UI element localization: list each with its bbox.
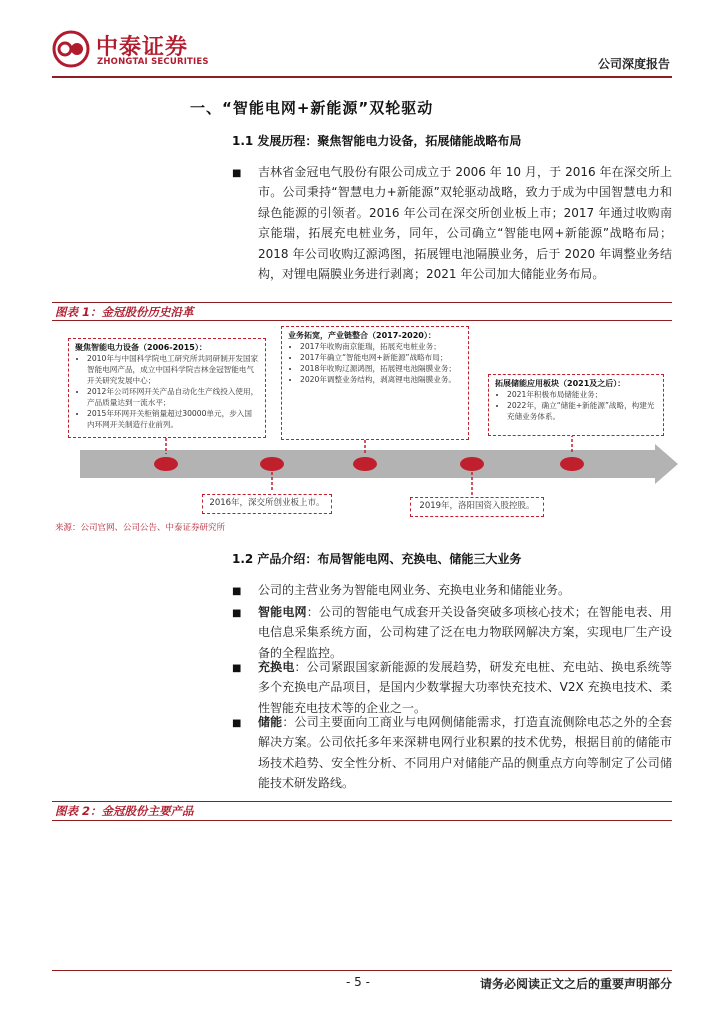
subsection-title-2: 1.2 产品介绍：布局智能电网、充换电、储能三大业务 [232, 552, 522, 566]
bullet-icon: ■ [232, 608, 242, 619]
timeline-box-2006-2015 [68, 338, 266, 438]
figure-2-rule-top [52, 801, 672, 802]
timeline-item: • 2021年积极布局储能业务； [507, 389, 657, 400]
page-number: - 5 - [346, 975, 370, 989]
timeline-box-heading: 拓展储能应用板块（2021及之后）： [495, 379, 626, 388]
figure-2-rule-bottom [52, 820, 672, 821]
item-lead: 智能电网 [258, 605, 307, 619]
timeline-box-heading: 聚焦智能电力设备（2006-2015）： [75, 343, 207, 352]
timeline-item: • 2017年收购南京能瑞，拓展充电桩业务； [300, 341, 462, 352]
item-text: ：公司紧跟国家新能源的发展趋势，研发充电桩、充电站、换电系统等多个充换电产品项目，是国内少数掌握大功率快充技术、V2X 充换电技术、柔性智能充电技术等的企业之一。 [258, 660, 672, 715]
report-type: 公司深度报告 [597, 57, 670, 71]
bullet-icon: ■ [232, 168, 242, 179]
timeline-item: • 2017年确立“智能电网+新能源”战略布局； [300, 352, 462, 363]
logo-subtext: ZHONGTAI SECURITIES [97, 57, 209, 67]
paragraph-storage [258, 712, 672, 794]
timeline-item: • 2022年，确立“储能+新能源”战略，构建光充储业务体系。 [507, 400, 657, 422]
logo-icon [52, 30, 90, 68]
timeline-box-2017-2020 [281, 326, 469, 440]
item-text: ：公司主要面向工商业与电网侧储能需求，打造直流侧除电芯之外的全套解决方案。公司依托多年来深耕电网行业积累的技术优势，根据目前的储能市场技术趋势、安全性分析、不同用户对储能产品的侧重点方向等制定了公司储能技术研发路线。 [258, 715, 672, 791]
timeline-box-2021 [488, 374, 664, 436]
timeline-item: • 2012年公司环网开关产品自动化生产线投入使用，产品质量达到一流水平； [87, 386, 259, 408]
section-title: 一、“智能电网+新能源”双轮驱动 [190, 99, 434, 117]
timeline-item: • 2015年环网开关柜销量超过30000单元，步入国内环网开关制造行业前列。 [87, 408, 259, 430]
paragraph-history: 吉林省金冠电气股份有限公司成立于 2006 年 10 月，于 2016 年在深交所上市。公司秉持“智慧电力+新能源”双轮驱动战略，致力于成为中国智慧电力和绿色能源的引领者。2016 年公司在深交所创业板上市；2017 年通过收购南京能瑞，拓展充电桩业务，同年，公司确立“智能电网+新能源”战略布局；2018 年公司收购辽源鸿图，拓展锂电池隔膜业务，后于 2020 年调整业务结构，对锂电隔膜业务进行剥离；2021 年公司加大储能业务布局。 [258, 165, 672, 282]
logo-text: 中泰证券 [96, 35, 189, 60]
timeline-item: • 2018年收购辽源鸿图，拓展锂电池隔膜业务； [300, 363, 462, 374]
milestone-2019: 2019年，洛阳国资入股控股。 [410, 497, 544, 517]
bullet-icon: ■ [232, 663, 242, 674]
timeline-item: • 2010年与中国科学院电工研究所共同研制开发国家智能电网产品，成立中国科学院吉林金冠智能电气开关研究发展中心； [87, 353, 259, 386]
paragraph-smart-grid [258, 602, 672, 663]
footer-disclaimer: 请务必阅读正文之后的重要声明部分 [479, 977, 672, 991]
milestone-2016: 2016年，深交所创业板上市。 [202, 494, 332, 514]
paragraph-charging [258, 657, 672, 718]
bullet-icon: ■ [232, 586, 242, 597]
item-lead: 储能 [258, 715, 283, 729]
footer-divider [52, 970, 672, 971]
paragraph-intro: 公司的主营业务为智能电网业务、充换电业务和储能业务。 [258, 583, 571, 597]
timeline-item: • 2020年调整业务结构，剥离锂电池隔膜业务。 [300, 374, 462, 385]
figure-1-rule-bottom [52, 320, 672, 321]
figure-1-title: 图表 1：金冠股份历史沿革 [55, 305, 194, 319]
item-text: ：公司的智能电气成套开关设备突破多项核心技术；在智能电表、用电信息采集系统方面，公司构建了泛在电力物联网解决方案，实现电厂生产设备的全程监控。 [258, 605, 672, 660]
item-lead: 充换电 [258, 660, 295, 674]
figure-2-title: 图表 2：金冠股份主要产品 [55, 804, 194, 818]
figure-1-rule-top [52, 302, 672, 303]
bullet-icon: ■ [232, 718, 242, 729]
figure-1-source: 来源：公司官网、公司公告、中泰证券研究所 [55, 523, 226, 533]
header-divider [52, 76, 672, 78]
timeline-box-heading: 业务拓宽，产业链整合（2017-2020）： [288, 331, 436, 340]
subsection-title-1: 1.1 发展历程：聚焦智能电力设备，拓展储能战略布局 [232, 134, 522, 148]
